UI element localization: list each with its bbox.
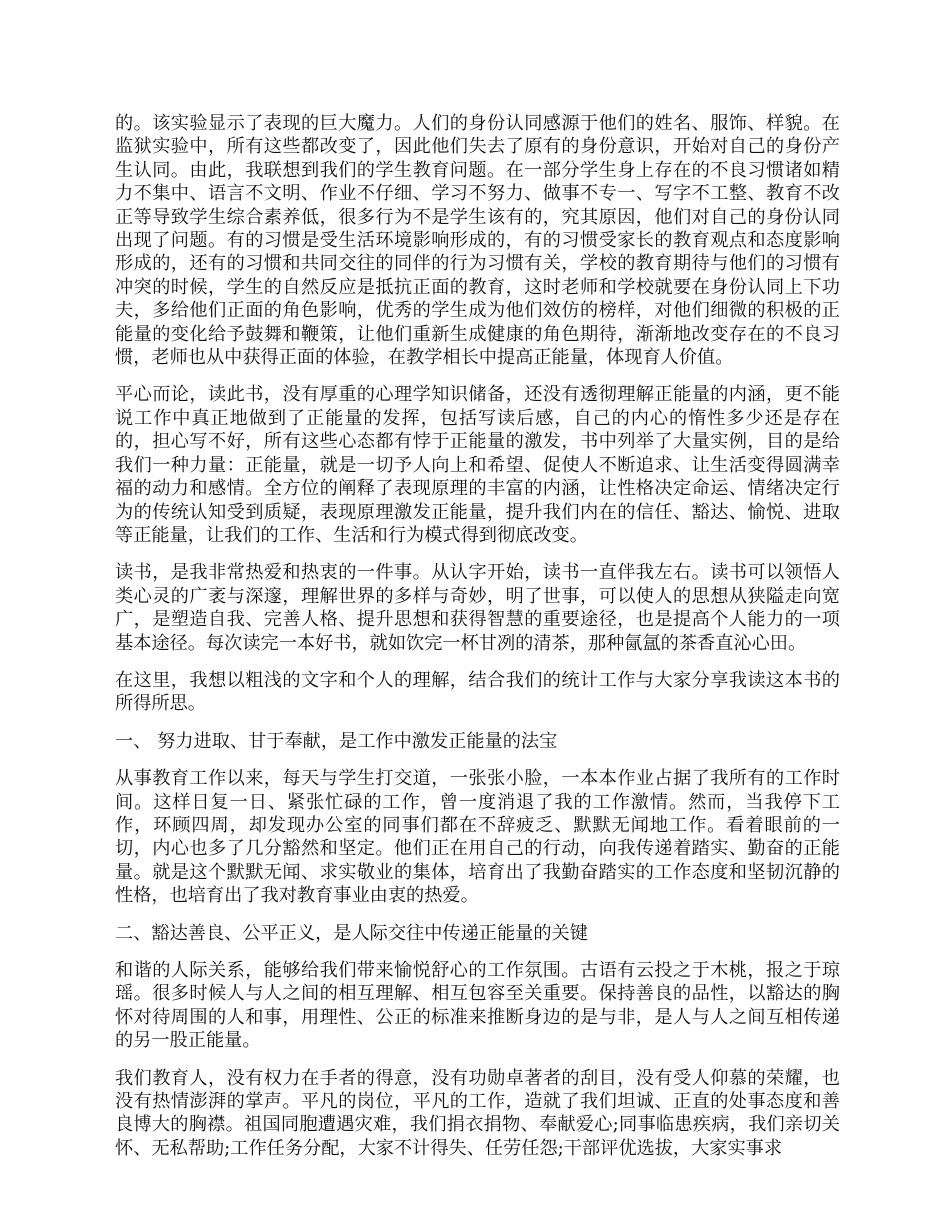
document-body xyxy=(115,112,840,1174)
paragraph-educators: 我们教育人，没有权力在手者的得意，没有功勋卓著者的刮目，没有受人仰慕的荣耀，也没有热情澎湃的掌声。平凡的岗位，平凡的工作，造就了我们坦诚、正直的处事态度和善良博大的胸襟。祖国同胞遭遇灾难，我们捐衣捐物、奉献爱心;同事临患疾病，我们亲切关怀、无私帮助;工作任务分配，大家不计得失、任劳任怨;干部评优选拔，大家实事求 xyxy=(115,1067,840,1159)
paragraph-interpersonal: 和谐的人际关系，能够给我们带来愉悦舒心的工作氛围。古语有云投之于木桃，报之于琼瑶。很多时候人与人之间的相互理解、相互包容至关重要。保持善良的品性，以豁达的胸怀对待周围的人和事，用理性、公正的标准来推断身边的是与非，是人与人之间互相传递的另一股正能量。 xyxy=(115,960,840,1052)
section-heading-1: 一、 努力进取、甘于奉献，是工作中激发正能量的法宝 xyxy=(115,730,558,752)
paragraph-book-reflection: 平心而论，读此书，没有厚重的心理学知识储备，还没有透彻理解正能量的内涵，更不能说工作中真正地做到了正能量的发挥，包括写读后感，自己的内心的惰性多少还是存在的，担心写不好，所有这些心态都有悖于正能量的激发，书中列举了大量实例，目的是给我们一种力量：正能量，就是一切予人向上和希望、促使人不断追求、让生活变得圆满幸福的动力和感情。全方位的阐释了表现原理的丰富的内涵，让性格决定命运、情绪决定行为的传统认知受到质疑，表现原理激发正能量，提升我们内在的信任、豁达、愉悦、进取等正能量，让我们的工作、生活和行为模式得到彻底改变。 xyxy=(115,384,840,546)
paragraph-identity-experiment: 的。该实验显示了表现的巨大魔力。人们的身份认同感源于他们的姓名、服饰、样貌。在监狱实验中，所有这些都改变了，因此他们失去了原有的身份意识，开始对自己的身份产生认同。由此，我联想到我们的学生教育问题。在一部分学生身上存在的不良习惯诸如精力不集中、语言不文明、作业不仔细、学习不努力、做事不专一、写字不工整、教育不改正等导致学生综合素养低，很多行为不是学生该有的，究其原因，他们对自己的身份认同出现了问题。有的习惯是受生活环境影响形成的，有的习惯受家长的教育观点和态度影响形成的，还有的习惯和共同交往的同伴的行为习惯有关，学校的教育期待与他们的习惯有冲突的时候，学生的自然反应是抵抗正面的教育，这时老师和学校就要在身份认同上下功夫，多给他们正面的角色影响，优秀的学生成为他们效仿的榜样，对他们细微的积极的正能量的变化给予鼓舞和鞭策，让他们重新生成健康的角色期待，渐渐地改变存在的不良习惯，老师也从中获得正面的体验，在教学相长中提高正能量，体现育人价值。 xyxy=(115,113,840,369)
paragraph-intro-sharing: 在这里，我想以粗浅的文字和个人的理解，结合我们的统计工作与大家分享我读这本书的所得所思。 xyxy=(115,669,840,715)
section-heading-2: 二、豁达善良、公平正义，是人际交往中传递正能量的关键 xyxy=(115,922,588,944)
paragraph-love-of-reading: 读书，是我非常热爱和热衷的一件事。从认字开始，读书一直伴我左右。读书可以领悟人类心灵的广袤与深邃，理解世界的多样与奇妙，明了世事，可以使人的思想从狭隘走向宽广，是塑造自我、完善人格、提升思想和获得智慧的重要途径，也是提高个人能力的一项基本途径。每次读完一本好书，就如饮完一杯甘冽的清茶，那种氤氲的茶香直沁心田。 xyxy=(115,562,840,654)
paragraph-teaching-work: 从事教育工作以来，每天与学生打交道，一张张小脸，一本本作业占据了我所有的工作时间。这样日复一日、紧张忙碌的工作，曾一度消退了我的工作激情。然而，当我停下工作，环顾四周，却发现办公室的同事们都在不辞疲乏、默默无闻地工作。看着眼前的一切，内心也多了几分豁然和坚定。他们正在用自己的行动，向我传递着踏实、勤奋的正能量。就是这个默默无闻、求实敬业的集体，培育出了我勤奋踏实的工作态度和坚韧沉静的性格，也培育出了我对教育事业由衷的热爱。 xyxy=(115,768,840,907)
